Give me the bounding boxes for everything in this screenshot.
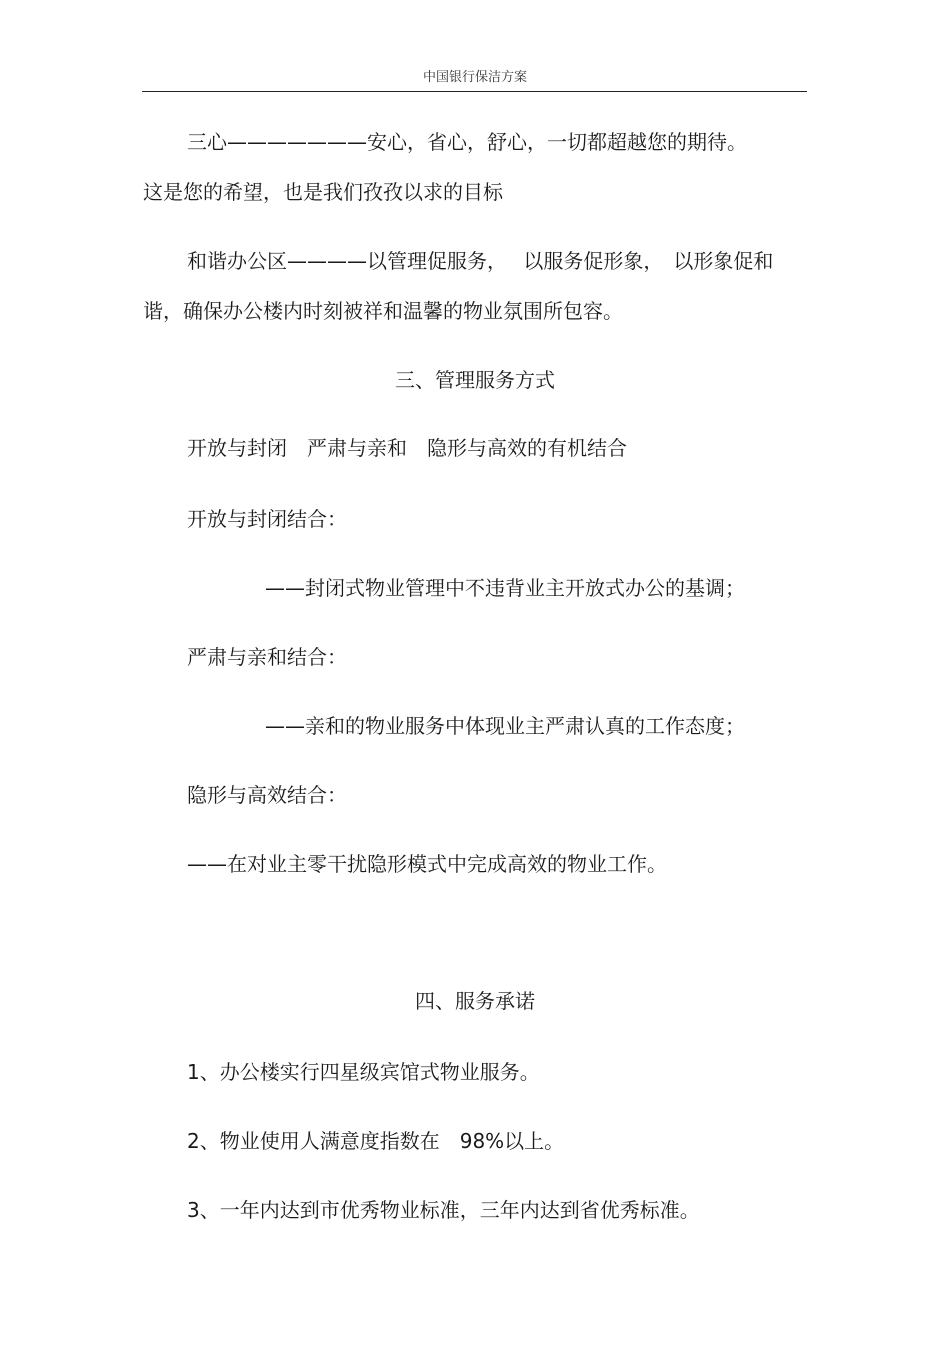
commitment-item: 3、一年内达到市优秀物业标准，三年内达到省优秀标准。 [187, 1198, 700, 1222]
paragraph-sanxin-line1: 三心———————安心，省心，舒心，一切都超越您的期待。 [187, 130, 747, 154]
section3-item-detail: ——在对业主零干扰隐形模式中完成高效的物业工作。 [187, 852, 667, 876]
paragraph-hexie-line2: 谐，确保办公楼内时刻被祥和温馨的物业氛围所包容。 [143, 299, 623, 323]
paragraph-sanxin-line2: 这是您的希望，也是我们孜孜以求的目标 [143, 180, 503, 204]
commitment-item: 1、办公楼实行四星级宾馆式物业服务。 [187, 1060, 540, 1084]
section3-item-detail: ——亲和的物业服务中体现业主严肃认真的工作态度； [265, 714, 745, 738]
section3-item-detail: ——封闭式物业管理中不违背业主开放式办公的基调； [265, 576, 745, 600]
section4-heading: 四、服务承诺 [415, 989, 535, 1013]
page-header-title: 中国银行保洁方案 [422, 70, 527, 85]
section3-heading: 三、管理服务方式 [395, 368, 555, 392]
section3-item-label: 开放与封闭结合： [187, 507, 347, 531]
section3-item-label: 隐形与高效结合： [187, 783, 347, 807]
section3-intro: 开放与封闭 严肃与亲和 隐形与高效的有机结合 [187, 436, 627, 460]
commitment-item: 2、物业使用人满意度指数在 98%以上。 [187, 1129, 565, 1153]
header-divider [142, 91, 807, 92]
section3-item-label: 严肃与亲和结合： [187, 645, 347, 669]
paragraph-hexie-line1: 和谐办公区————以管理促服务， 以服务促形象， 以形象促和 [187, 249, 774, 273]
